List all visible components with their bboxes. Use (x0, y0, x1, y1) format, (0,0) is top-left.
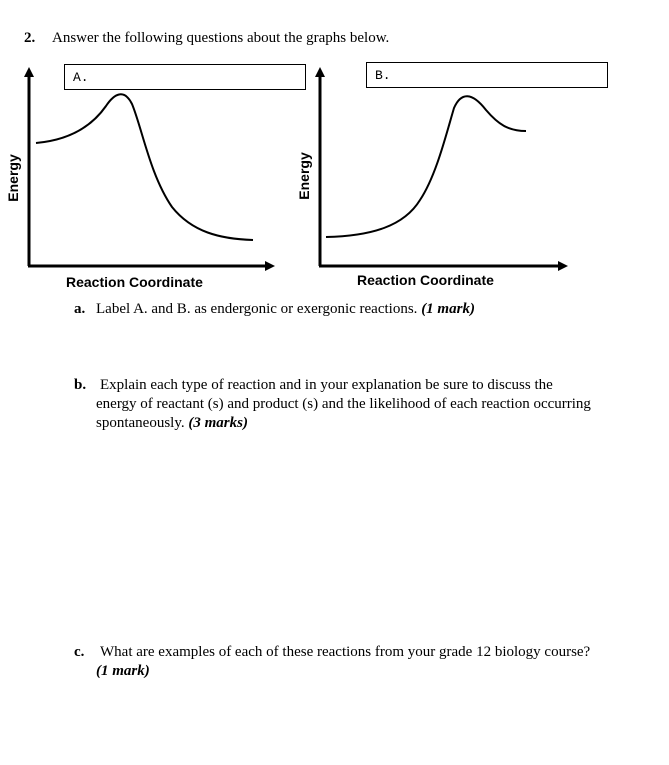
question-number: 2. (24, 30, 36, 46)
part-a-marker: a. (74, 301, 86, 317)
part-c-line-1: What are examples of each of these reactions from your grade 12 biology course? (100, 644, 591, 660)
graph-b-curve (326, 96, 526, 237)
part-a-question: Label A. and B. as endergonic or exergonic reactions. (96, 301, 418, 317)
part-b-line-2: energy of reactant (s) and product (s) and the likelihood of each reaction occurring (96, 396, 591, 412)
part-b-line-1: Explain each type of reaction and in your explanation be sure to discuss the (100, 377, 553, 393)
part-c-marks: (1 mark) (96, 663, 150, 679)
part-b-marker: b. (74, 377, 87, 393)
graph-b-label: B. (375, 68, 391, 83)
graph-a-label-box (64, 64, 306, 90)
part-b-line-3-text: spontaneously. (96, 415, 185, 431)
graph-a-label: A. (73, 70, 89, 85)
graph-a-y-label: Energy (5, 154, 21, 202)
question-prompt: Answer the following questions about the graphs below. (52, 30, 390, 46)
graph-b-x-label: Reaction Coordinate (357, 272, 494, 288)
graph-b-label-box (366, 62, 608, 88)
graph-a-curve (36, 94, 253, 240)
energy-diagrams (0, 0, 669, 300)
part-a-marks: (1 mark) (421, 301, 475, 317)
part-b-line-3 (96, 414, 248, 433)
graph-b-y-label: Energy (296, 152, 312, 200)
part-b-marks: (3 marks) (188, 415, 248, 431)
part-a-text (96, 300, 475, 319)
part-c-marker: c. (74, 644, 85, 660)
graph-a-x-label: Reaction Coordinate (66, 274, 203, 290)
